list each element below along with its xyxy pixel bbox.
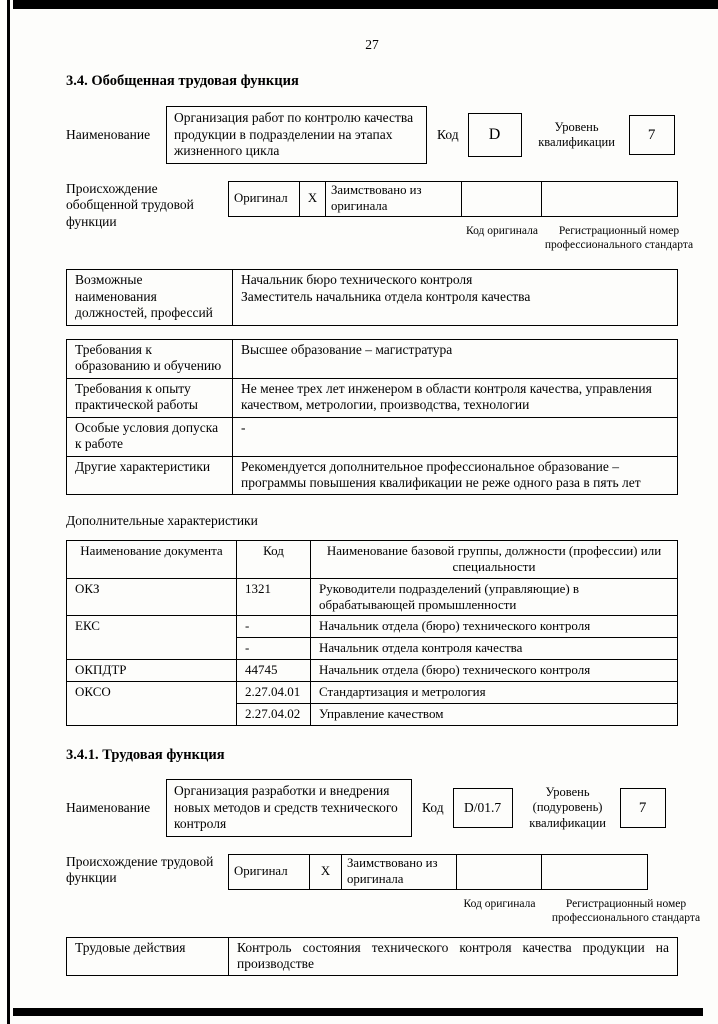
origin-original-cell: Оригинал [228, 854, 310, 890]
scan-edge-left [7, 0, 10, 1024]
tf-origin-row [66, 853, 701, 926]
gtf-name-row [66, 106, 678, 163]
table-row [67, 937, 678, 976]
requirement-value: Высшее образование – магистратура [233, 339, 678, 378]
additional-characteristics-title: Дополнительные характеристики [66, 513, 258, 529]
requirement-value: Рекомендуется дополнительное профессиональное образование – программы повышения квалификации не реже одного раза в пять лет [233, 456, 678, 495]
gtf-origin-right [228, 181, 694, 253]
table-row [67, 681, 678, 703]
cell-code: 2.27.04.01 [237, 681, 311, 703]
job-title-line: Заместитель начальника отдела контроля качества [241, 288, 531, 304]
tf-name-label: Наименование [66, 799, 151, 815]
col-header-code: Код [237, 540, 311, 578]
tf-origin-table [228, 854, 706, 890]
col-header-group-name: Наименование базовой группы, должности (профессии) или специальности [311, 540, 678, 578]
cell-doc: ОКПДТР [67, 660, 237, 682]
page-content [66, 0, 701, 976]
table-row [67, 270, 678, 325]
tf-origin-label: Происхождение трудовой функции [66, 853, 214, 886]
scan-edge-bottom [13, 1008, 703, 1016]
origin-reg-cell-empty [542, 854, 648, 890]
gtf-origin-row [66, 180, 694, 253]
origin-original-cell: Оригинал [228, 181, 300, 217]
tf-code-label: Код [422, 799, 444, 815]
origin-code-cell-empty [457, 854, 542, 890]
table-row [67, 660, 678, 682]
cell-name: Начальник отдела контроля качества [311, 638, 678, 660]
gtf-origin-table [228, 181, 694, 217]
possible-titles-label: Возможные наименования должностей, профессий [67, 270, 233, 325]
caption-reg-number: Регистрационный номер профессионального стандарта [544, 224, 694, 251]
origin-code-cell-empty [462, 181, 542, 217]
possible-titles-values [233, 270, 678, 325]
job-title-line: Начальник бюро технического контроля [241, 272, 473, 288]
section-heading-tf: 3.4.1. Трудовая функция [66, 746, 225, 763]
cell-name: Начальник отдела (бюро) технического контроля [311, 616, 678, 638]
tf-level-value-box: 7 [620, 788, 666, 828]
labor-actions-table [66, 937, 678, 977]
tf-name-row [66, 779, 678, 836]
tf-origin-right [228, 854, 706, 926]
table-row [67, 456, 678, 495]
requirement-value: - [233, 417, 678, 456]
cell-name: Начальник отдела (бюро) технического контроля [311, 660, 678, 682]
tf-name-value-box: Организация разработки и внедрения новых методов и средств технического контроля [166, 779, 412, 836]
gtf-origin-captions [462, 224, 694, 253]
gtf-origin-label: Происхождение обобщенной трудовой функции [66, 180, 194, 229]
tf-origin-captions [457, 897, 706, 926]
table-header-row [67, 540, 678, 578]
gtf-code-value-box: D [468, 113, 522, 157]
cell-name: Руководители подразделений (управляющие) в обрабатывающей промышленности [311, 578, 678, 616]
requirement-label: Требования к опыту практической работы [67, 378, 233, 417]
gtf-level-value-box: 7 [629, 115, 675, 155]
cell-doc: ОКЗ [67, 578, 237, 616]
table-row [67, 339, 678, 378]
origin-original-mark: X [310, 854, 342, 890]
possible-titles-table [66, 269, 678, 325]
cell-code: 1321 [237, 578, 311, 616]
page-number: 27 [365, 37, 379, 52]
requirements-table [66, 339, 678, 496]
cell-code: - [237, 638, 311, 660]
origin-borrowed-cell: Заимствовано из оригинала [326, 181, 462, 217]
requirement-value: Не менее трех лет инженером в области контроля качества, управления качеством, метрологии, производства, технологии [233, 378, 678, 417]
cell-code: - [237, 616, 311, 638]
caption-code-original: Код оригинала [463, 897, 536, 910]
cell-code: 44745 [237, 660, 311, 682]
labor-actions-value: Контроль состояния технического контроля качества продукции на производстве [229, 937, 678, 976]
gtf-name-label: Наименование [66, 126, 151, 142]
origin-borrowed-cell: Заимствовано из оригинала [342, 854, 457, 890]
cell-name: Управление качеством [311, 703, 678, 725]
cell-doc: ОКСО [67, 681, 237, 725]
table-row [67, 616, 678, 638]
requirement-label: Требования к образованию и обучению [67, 339, 233, 378]
caption-reg-number: Регистрационный номер профессионального стандарта [551, 897, 701, 925]
requirement-label: Особые условия допуска к работе [67, 417, 233, 456]
origin-original-mark: X [300, 181, 326, 217]
tf-level-label: Уровень (подуровень) квалификации [529, 785, 606, 830]
table-row [67, 378, 678, 417]
origin-reg-cell-empty [542, 181, 678, 217]
caption-code-original: Код оригинала [466, 224, 538, 237]
col-header-document: Наименование документа [67, 540, 237, 578]
gtf-level-label: Уровень квалификации [538, 119, 615, 149]
cell-code: 2.27.04.02 [237, 703, 311, 725]
labor-actions-label: Трудовые действия [67, 937, 229, 976]
tf-code-value-box: D/01.7 [453, 788, 513, 828]
cell-doc: ЕКС [67, 616, 237, 660]
gtf-code-label: Код [437, 126, 459, 142]
requirement-label: Другие характеристики [67, 456, 233, 495]
table-row [67, 578, 678, 616]
gtf-name-value-box: Организация работ по контролю качества продукции в подразделении на этапах жизненного цикла [166, 106, 427, 163]
cell-name: Стандартизация и метрология [311, 681, 678, 703]
section-heading-gtf: 3.4. Обобщенная трудовая функция [66, 73, 299, 90]
table-row [67, 417, 678, 456]
additional-table [66, 540, 678, 726]
